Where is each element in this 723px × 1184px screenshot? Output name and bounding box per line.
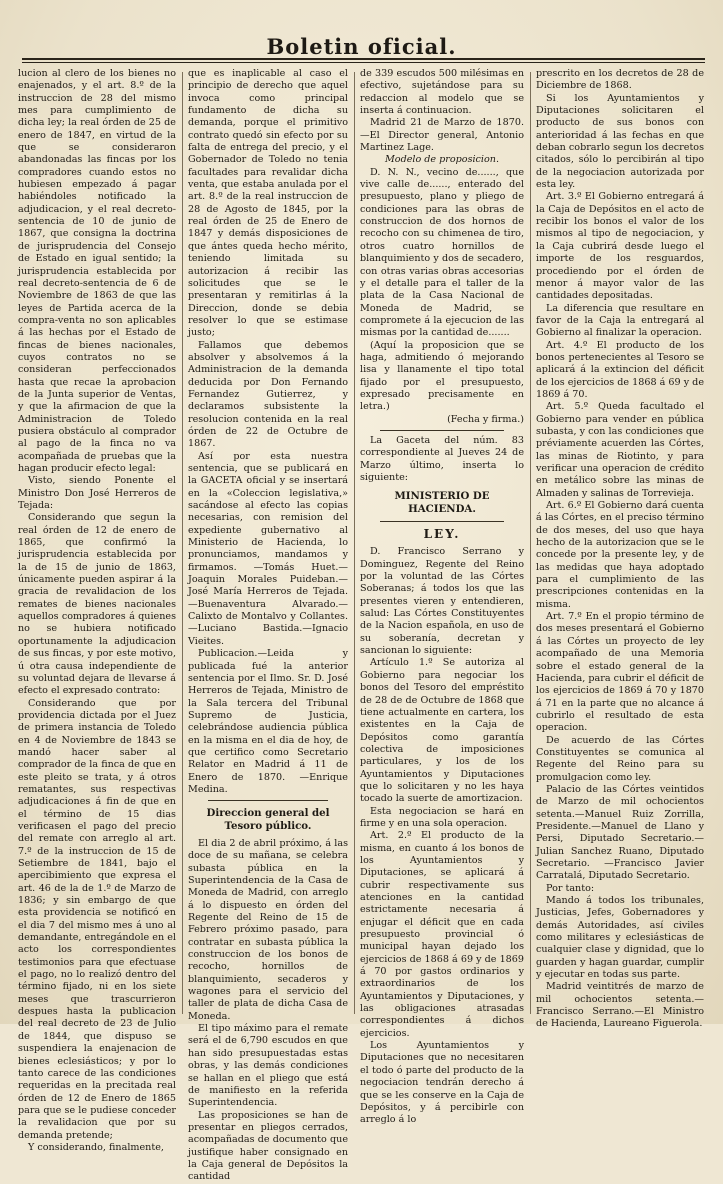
column-3 [360, 68, 524, 1126]
paragraph: Publicacion.—Leida y publicada fué la anterior sentencia por el Ilmo. Sr. D. José Herreros de Tejada, Ministro de la Sala tercera del Tribunal Supremo de Justicia, celebrándose audiencia pública en la misma en el dia de hoy, de que certifico como Secretario Relator en Madrid á 11 de Enero de 1870. —Enrique Medina. [188, 648, 348, 795]
paragraph: que es inaplicable al caso el principio de derecho que aquel invoca como principal fundamento de dicha su demanda, porque el primitivo contrato quedó sin efecto por su falta de entrega del precio, y el Gobernador de Toledo no tenia facultades para revalidar dicha venta, que estaba anulada por el art. 8.º de la real instruccion de 28 de Agosto de 1845, por la real órden de 25 de Enero de 1847 y demás disposiciones de que ántes queda hecho mérito, teniendo limitada su autorizacion á recibir las solicitudes que se le presentaran y remitirlas á la Direccion, donde se debia resolver lo que se estimase justo; [188, 68, 348, 339]
column-4 [536, 68, 704, 1030]
paragraph: Mando á todos los tribunales, Justicias, Jefes, Gobernadores y demás Autoridades, así civiles como militares y eclesiásticas de cualquier clase y dignidad, que lo guarden y hagan guardar, cumplir y ejecutar en todas sus parte. [536, 895, 704, 981]
paragraph: Considerando que segun la real órden de 12 de enero de 1865, que confirmó la jurisprudencia establecida por la de 15 de junio de 1863, únicamente pueden aspirar á la gracia de revalidacion de los remates de bienes nacionales aquellos compradores á quienes no se hubiera notificado oportunamente la adjudicacion de sus fincas, y por este motivo, ú otra causa independiente de su voluntad dejara de llevarse á efecto el expresado contrato: [18, 512, 176, 697]
paragraph: Si los Ayuntamientos y Diputaciones solicitaren el producto de sus bonos con anterioridad á las fechas en que deban cobrarlo segun los decretos citados, sólo lo percibirán al tipo de la negociacion autorizada por esta ley. [536, 92, 704, 191]
paragraph: Visto, siendo Ponente el Ministro Don José Herreros de Tejada: [18, 475, 176, 512]
paragraph: de 339 escudos 500 milésimas en efectivo, sujetándose para su redaccion al modelo que se inserta á continuacion. [360, 68, 524, 117]
paragraph: Fallamos que debemos absolver y absolvemos á la Administracion de la demanda deducida por Don Fernando Fernandez Gutierrez, y declaramos subsistente la resolucion contenida en la real órden de 22 de Octubre de 1867. [188, 339, 348, 450]
column-divider [354, 72, 355, 1014]
column-divider [530, 72, 531, 1014]
paragraph: Art. 3.º El Gobierno entregará á la Caja de Depósitos en el acto de recibir los bonos el valor de los mismos al tipo de negociacion, y la Caja cubrirá desde luego el importe de los resguardos, procediendo por el órden de menor á mayor valor de las cantidades depositadas. [536, 191, 704, 302]
paragraph: Palacio de las Córtes veintidos de Marzo de mil ochocientos setenta.—Manuel Ruiz Zorrilla, Presidente.—Manuel de Llano y Persi, Diputado Secretario.—Julian Sanchez Ruano, Diputado Secretario. —Francisco Javier Carratalá, Diputado Secretario. [536, 783, 704, 882]
paragraph: Art. 7.º En el propio término de dos meses presentará el Gobierno á las Córtes un proyecto de ley acompañado de una Memoria sobre el estado general de la Hacienda, para cubrir el déficit de los ejercicios de 1869 á 70 y 1870 á 71 en la parte que no alcance á cubrirlo el resultado de esta operacion. [536, 611, 704, 734]
section-heading: Direccion general del Tesoro público. [206, 807, 330, 832]
paragraph: El dia 2 de abril próximo, á las doce de su mañana, se celebra subasta pública en la Superintendencia de la Casa de Moneda de Madrid, con arreglo á lo dispuesto en órden del Regente del Reino de 15 de Febrero próximo pasado, para contratar en subasta pública la construccion de los bonos de recocho, hornillos de blanquimiento, secaderos y wagones para el servicio del taller de plata de dicha Casa de Moneda. [188, 837, 348, 1022]
paragraph: La Gaceta del núm. 83 correspondiente al Jueves 24 de Marzo último, inserta lo siguiente: [360, 434, 524, 483]
text-columns [18, 68, 706, 1183]
paragraph: De acuerdo de las Córtes Constituyentes se comunica al Regente del Reino para su promulgacion como ley. [536, 734, 704, 783]
section-divider [208, 800, 328, 801]
paragraph: Y considerando, finalmente, [28, 1141, 164, 1153]
section-divider [380, 521, 504, 522]
model-title: Modelo de proposicion. [384, 154, 500, 166]
paragraph: (Aquí la proposicion que se haga, admitiendo ó mejorando lisa y llanamente el tipo total fijado por el presupuesto, expresado precisamente en letra.) [360, 339, 524, 413]
paragraph: Art. 6.º El Gobierno dará cuenta á las Córtes, en el preciso término de dos meses, del uso que haya hecho de la autorizacion que se le concede por la presente ley, y de las medidas que haya adoptado para el cumplimiento de las prescripciones contenidas en la misma. [536, 500, 704, 610]
header-rule [22, 58, 705, 60]
paragraph: Madrid 21 de Marzo de 1870. —El Director general, Antonio Martinez Lage. [360, 117, 524, 154]
date-signature-note: (Fecha y firma.) [447, 413, 524, 425]
column-2 [188, 68, 348, 1183]
ministry-heading: MINISTERIO DE HACIENDA. [394, 490, 490, 515]
paragraph: Esta negociacion se hará en firme y en una sola operacion. [360, 805, 524, 829]
page-title: Boletin oficial. [266, 34, 457, 59]
column-divider [182, 72, 183, 1014]
paragraph: lucion al clero de los bienes no enajenados, y el art. 8.º de la instruccion de 28 del mismo mes para cumplimiento de dicha ley; la real órden de 25 de enero de 1847, en virtud de la que se consideraron abandonadas las fincas por los compradores cuando estos no hubiesen empezado á pagar habiéndoles notificado la adjudicacion, y el real decreto-sentencia de 10 de junio de 1867, que consigna la doctrina de jurisprudencia del Consejo de Estado en igual sentido; la jurisprudencia establecida por real decreto-sentencia de 6 de Noviembre de 1863 de que las leyes de Partida acerca de la compra-venta no son aplicables á las hechas por el Estado de fincas de bienes nacionales, cuyos contratos no se consideran perfeccionados hasta que recae la aprobacion de la Junta superior de Ventas, y que la afirmacion de que la Administracion de Toledo pusiera obstáculo al comprador al pago de la finca no va acompañada de pruebas que la hagan producir efecto legal: [18, 68, 176, 474]
paragraph: Los Ayuntamientos y Diputaciones que no necesitaren el todo ó parte del producto de la negociacion tendrán derecho á que se les conserve en la Caja de Depósitos, y á percibirle con arreglo á lo [360, 1040, 524, 1126]
paragraph: Así por esta nuestra sentencia, que se publicará en la GACETA oficial y se insertará en la «Coleccion legislativa,» sacándose al efecto las copias necesarias, con remision del expediente gubernativo al Ministerio de Hacienda, lo pronunciamos, mandamos y firmamos. —Tomás Huet.—Joaquin Morales Puideban.—José María Herreros de Tejada.—Buenaventura Alvarado.—Calixto de Montalvo y Collantes.—Luciano Bastida.—Ignacio Vieites. [188, 450, 348, 647]
paragraph: D. N. N., vecino de......, que vive calle de......, enterado del presupuesto, plano y pliego de condiciones para las obras de construccion de dos hornos de recocho con su chimenea de tiro, otros cuatro hornillos de blanquimiento y dos de secadero, con otras varias obras accesorias y el detalle para el taller de la plata de la Casa Nacional de Moneda de Madrid, se compromete á la ejecucion de las mismas por la cantidad de....... [360, 166, 524, 339]
paragraph: Considerando que por providencia dictada por el Juez de primera instancia de Toledo en 4 de Noviembre de 1843 se mandó hacer saber al comprador de la finca de que en este pleito se trata, y á otros rematantes, sus respectivas adjudicaciones á fin de que en el término de 15 dias verificasen el pago del precio del remate con arreglo al art. 7.º de la instruccion de 15 de Setiembre de 1841, bajo el apercibimiento que expresa el art. 46 de la de 1.º de Marzo de 1836; y sin embargo de que esta providencia se notificó en el dia 7 del mismo mes á uno al demandante, entregándole en el acto los correspondientes testimonios para que efectuase el pago, no lo realizó dentro del término fijado, ni en los siete meses que trascurrieron despues hasta la publicacion del real decreto de 23 de Julio de 1844, que dispuso se suspendiera la enajenacion de bienes eclesiásticos; y por lo tanto carece de las condiciones requeridas en la precitada real órden de 12 de Enero de 1865 para que se le pudiese conceder la revalidacion que por su demanda pretende; [18, 697, 176, 1141]
paragraph: La diferencia que resultare en favor de la Caja la entregará al Gobierno al finalizar la operacion. [536, 302, 704, 339]
paragraph: El tipo máximo para el remate será el de 6,790 escudos en que han sido presupuestadas estas obras, y las demás condiciones se hallan en el pliego que está de manifiesto en la referida Superintendencia. [188, 1023, 348, 1109]
paragraph: prescrito en los decretos de 28 de Diciembre de 1868. [536, 68, 704, 92]
paragraph: Art. 5.º Queda facultado el Gobierno para vender en pública subasta, y con las condiciones que préviamente acuerden las Córtes, las minas de Riotinto, y para verificar una operacion de crédito en metálico sobre las minas de Almaden y salinas de Torrevieja. [536, 401, 704, 499]
paragraph: Art. 2.º El producto de la misma, en cuanto á los bonos de los Ayuntamientos y Diputaciones, se aplicará á cubrir respectivamente sus atenciones en la cantidad estrictamente necesaria á enjugar el déficit que en cada presupuesto provincial ó municipal hayan dejado los ejercicios de 1868 á 69 y de 1869 á 70 por gastos ordinarios y extraordinarios de los Ayuntamientos y Diputaciones, y las obligaciones atrasadas correspondientes á dichos ejercicios. [360, 830, 524, 1039]
paragraph: Las proposiciones se han de presentar en pliegos cerrados, acompañadas de documento que justifique haber consignado en la Caja general de Depósitos la cantidad [188, 1109, 348, 1183]
paragraph: Art. 4.º El producto de los bonos pertenecientes al Tesoro se aplicará á la extincion del déficit de los ejercicios de 1868 á 69 y de 1869 á 70. [536, 339, 704, 400]
paragraph: Madrid veintitrés de marzo de mil ochocientos setenta.—Francisco Serrano.—El Ministro de Hacienda, Laureano Figuerola. [536, 981, 704, 1030]
paragraph: Artículo 1.º Se autoriza al Gobierno para negociar los bonos del Tesoro del empréstito de 28 de de Octubre de 1868 que tiene actualmente en cartera, los existentes en la Caja de Depósitos como garantía colectiva de imposiciones particulares, y los de los Ayuntamientos y Diputaciones que lo solicitaren y no les haya tocado la suerte de amortizacion. [360, 657, 524, 805]
column-1 [18, 68, 176, 1153]
law-heading: LEY. [423, 527, 461, 542]
section-divider [380, 430, 504, 431]
paragraph: Por tanto: [546, 882, 595, 894]
paragraph: D. Francisco Serrano y Dominguez, Regente del Reino por la voluntad de las Córtes Soberanas; á todos los que las presentes vieren y entendieren, salud: Las Córtes Constituyentes de la Nacion española, en uso de su soberanía, decretan y sancionan lo siguiente: [360, 546, 524, 657]
header-rule-thin [22, 62, 705, 63]
page-header [0, 0, 723, 62]
